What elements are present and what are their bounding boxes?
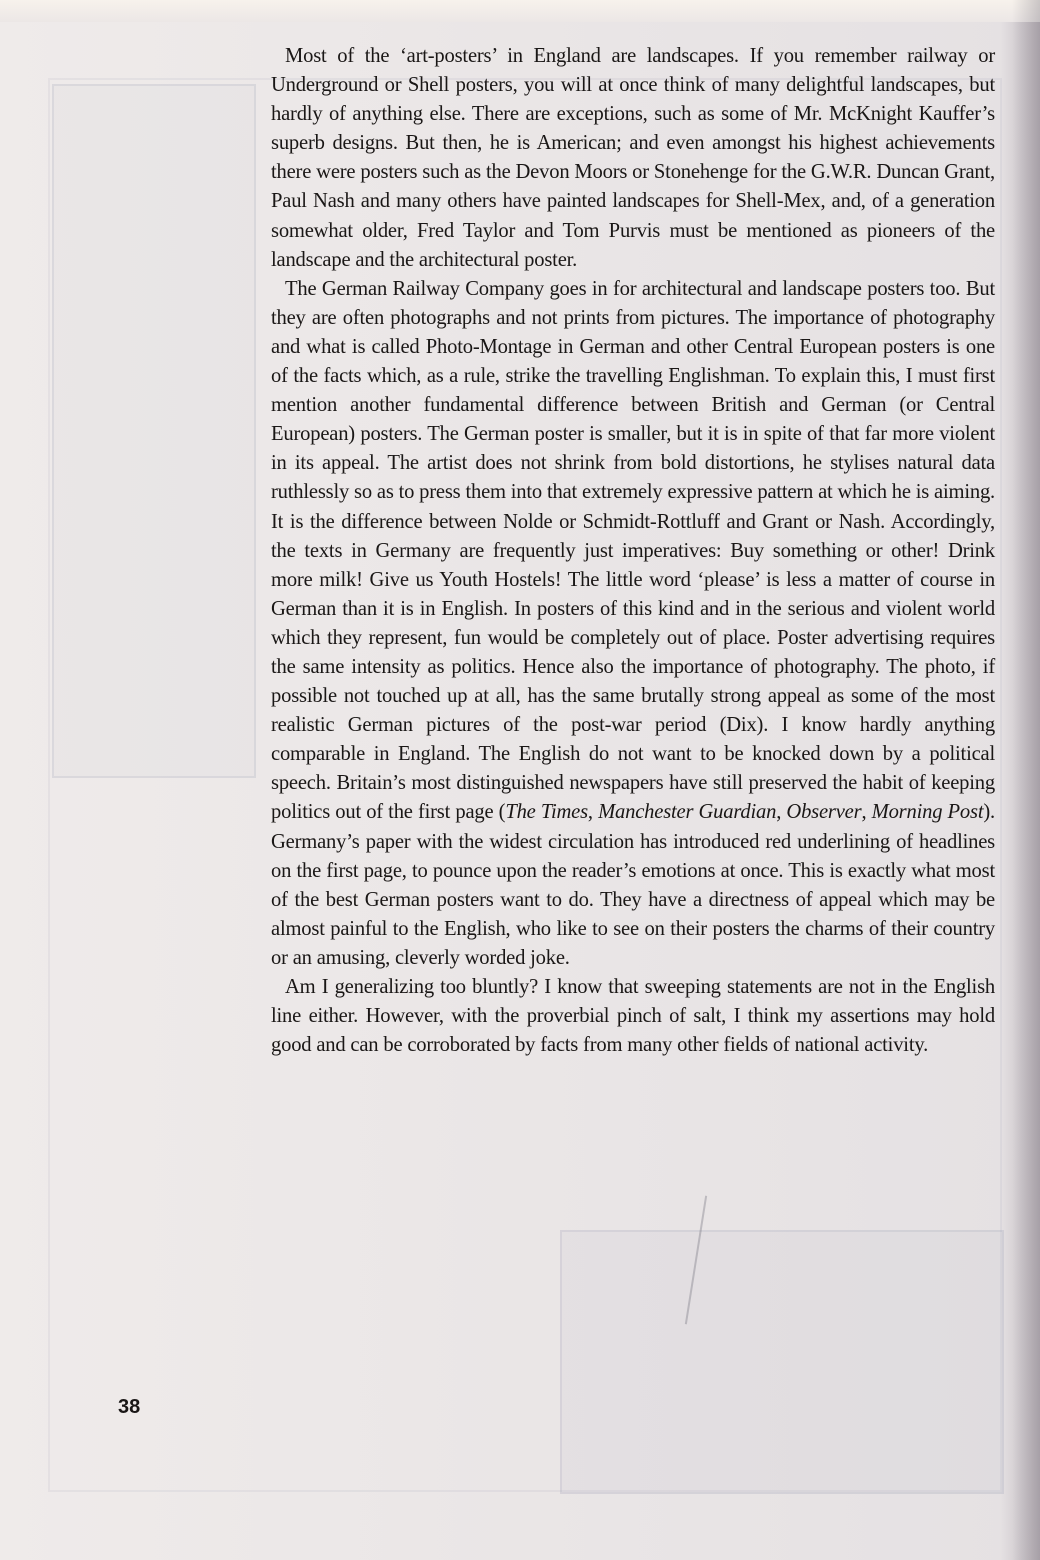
italic-title: Observer [786,801,862,824]
page-number: 38 [118,1396,141,1418]
text-run: Am I generalizing too bluntly? I know that sweeping statements are not in the English line either. However, with the proverbial pinch of salt, I think my assertions may hold good and can be corroborated by facts from many other fields of national activity. [271,976,995,1057]
paragraph [271,42,995,275]
text-run: , [861,801,872,824]
italic-title: Manchester Guardian [598,801,777,824]
text-run: The German Railway Company goes in for architectural and landscape posters too. But they are often photographs and not prints from pictures. The importance of photography and what is called Photo-Montage in German and other Central European posters is one of the facts which, as a rule, strike the travelling Englishman. To explain this, I must first mention another fundamental difference between British and German (or Central European) posters. The German poster is smaller, but it is in spite of that far more violent in its appeal. The artist does not shrink from bold distortions, he stylises natural data ruthlessly so as to press them into that extremely expressive pattern at which he is aiming. It is the difference between Nolde or Schmidt-Rottluff and Grant or Nash. Accordingly, the texts in Germany are frequently just imperatives: Buy something or other! Drink more milk! Give us Youth Hostels! The little word ‘please’ is less a matter of course in German than it is in English. In posters of this kind and in the serious and violent world which they represent, fun would be completely out of place. Poster advertising requires the same intensity as politics. Hence also the importance of photography. The photo, if possible not touched up at all, has the same brutally strong appeal as some of the most realistic German pictures of the post-war period (Dix). I know hardly anything comparable in England. The English do not want to be knocked down by a political speech. Britain’s most distinguished newspapers have still preserved the habit of keeping politics out of the first page ( [271,277,995,824]
italic-title: Morning Post [871,801,984,824]
text-run: ). Germany’s paper with the widest circulation has introduced red underlining of headlines on the first page, to pounce upon the reader’s emotions at once. This is exactly what most of the best German posters want to do. They have a directness of appeal which may be almost painful to the English, who like to see on their posters the charms of their country or an amusing, cleverly worded joke. [271,801,995,969]
text-run: , [776,801,787,824]
bleed-through-poster [560,1230,1004,1494]
binding-shadow [1012,0,1040,1560]
paragraph [271,275,995,973]
body-text [271,42,995,1060]
text-run: , [587,801,599,824]
italic-title: The Times [505,801,588,824]
page-top-edge [0,0,1040,22]
bleed-through-image [52,84,256,778]
text-run: Most of the ‘art-posters’ in England are landscapes. If you remember railway or Underground or Shell posters, you will at once think of many delightful landscapes, but hardly of anything else. There are exceptions, such as some of Mr. McKnight Kauffer’s superb designs. But then, he is American; and even amongst his highest achievements there were posters such as the Devon Moors or Stonehenge for the G.W.R. Duncan Grant, Paul Nash and many others have painted landscapes for Shell-Mex, and, of a generation somewhat older, Fred Taylor and Tom Purvis must be mentioned as pioneers of the landscape and the architectural poster. [271,45,995,271]
paragraph [271,973,995,1060]
